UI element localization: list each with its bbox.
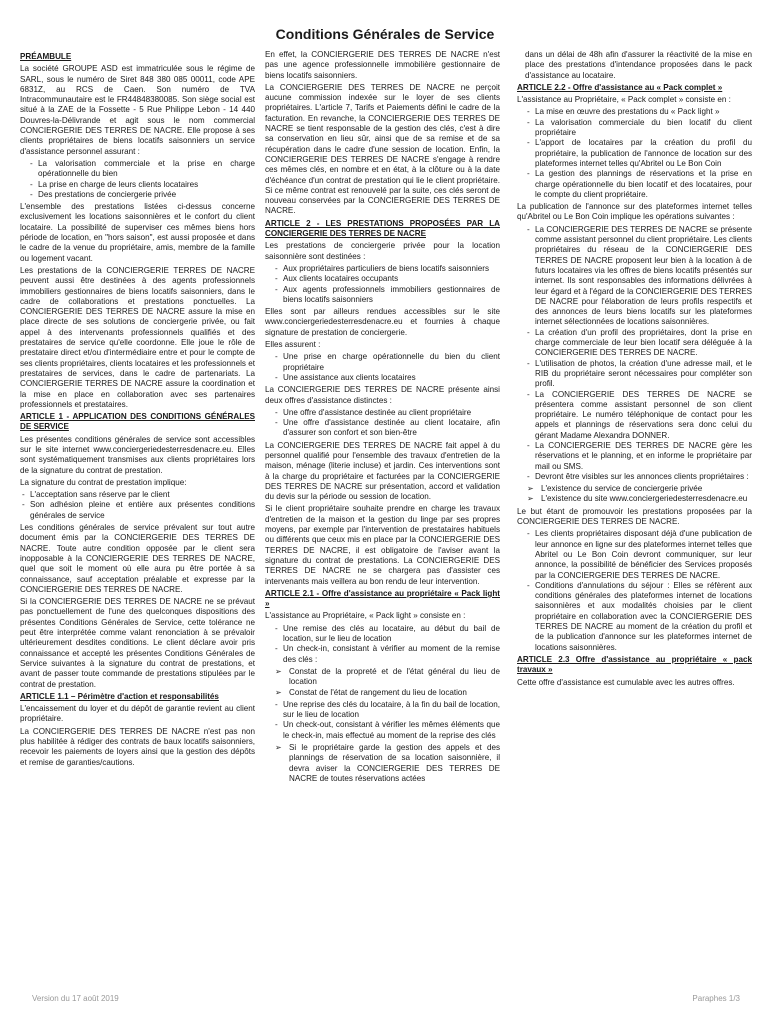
paragraph: En effet, la CONCIERGERIE DES TERRES DE NACRE n'est pas une agence professionnelle immobilière gestionnaire de biens locatifs saisonniers. [265,50,500,80]
paragraph: L'assistance au Propriétaire, « Pack complet » consiste en : [517,95,731,105]
bullet-list [265,352,500,383]
list-item: - La CONCIERGERIE DES TERRES DE NACRE gère les réservations et le planning, et en informe le propriétaire par mail ou SMS. [525,441,752,472]
list-item: - L'utilisation de photos, la création d'une adresse mail, et le RIB du propriétaire seront nécessaires pour compléter son profil. [525,359,752,390]
heading-article-2: ARTICLE 2 - LES PRESTATIONS PROPOSÉES PAR LA CONCIERGERIE DES TERRES DE NACRE [265,218,500,239]
paragraph: La CONCIERGERIE DES TERRES DE NACRE fait appel à du personnel qualifié pour l'ensemble des travaux d'entretien de la maison, ménage (literie incluse) et jardin. Ces interventions sont à la charge du propriétaire et facturées par la CONCIERGERIE DES TERRES DE NACRE sur présentation, accord et validation du devis sur la période ou session de location. [265,440,500,502]
paragraph: Si le client propriétaire souhaite prendre en charge les travaux d'entretien de la maison et la gestion du linge par ses propres moyens, par exemple par l'intervention de prestataires habituels ou différents que ceux mis en place par la CONCIERGERIE DES TERRES DE NACRE, il est obligatoire de l'aviser avant la signature du contrat de prestations. La CONCIERGERIE DES TERRES DE NACRE ne se chargera pas d'assister ces intervenants mais veillera au bon rendu de leur intervention. [265,504,500,586]
paragraph: La société GROUPE ASD est immatriculée sous le régime de SARL, sous le numéro de Siret 848 380 085 00011, code APE 6831Z, au RCS de Caen. Son numéro de TVA Intracommunautaire est le FR44848380085. Son siège social est situé à la ZAE de la Fossette - 5 Rue Philippe Lebon - 14 440 Douvres-la-Délivrande et agit sous le nom commercial CONCIERGERIE DES TERRES DE NACRE. Elle propose à ses clients propriétaires de biens locatifs saisonniers un service d'assistance personnel assurant : [20,64,255,156]
bullet-list [20,159,255,200]
list-item: - Des prestations de conciergerie privée [28,190,255,200]
bullet-list [265,624,500,665]
list-item: - Un check-in, consistant à vérifier au moment de la remise des clés : [273,644,500,665]
paragraph: dans un délai de 48h afin d'assurer la réactivité de la mise en place des prestations d'intendance proposées dans le pack d'assistance au locataire. [525,50,752,80]
paragraph: La CONCIERGERIE DES TERRES DE NACRE présente ainsi deux offres d'assistance distinctes : [265,385,500,405]
paragraph: Les présentes conditions générales de service sont accessibles sur le site internet www.conciergeriedesterresdenacre.eu. Elles sont systématiquement transmises aux clients propriétaires lors de la signature du contrat de prestation. [20,434,255,475]
list-item: - La valorisation commerciale du bien locatif du client propriétaire [525,118,752,139]
paragraph: La publication de l'annonce sur des plateformes internet telles qu'Abritel ou Le Bon Coin implique les opérations suivantes : [517,202,752,222]
arrow-list-item: ➢ L'existence du service de conciergerie privée [525,484,752,494]
bullet-list [20,490,255,521]
arrow-list [265,667,500,698]
bullet-list [265,264,500,305]
column-3 [517,50,752,690]
list-item: - Un check-out, consistant à vérifier les mêmes éléments que le check-in, mais effectué au moment de la reprise des clés [273,720,500,741]
document-title: Conditions Générales de Service [275,26,495,42]
list-item: - Conditions d'annulations du séjour : Elles se réfèrent aux conditions générales des plateformes internet de locations saisonnières et aux modalités choisies par le client propriétaire en collaboration avec la CONCIERGERIE DES TERRES DE NACRE au moment de la création du profil et de la publication d'annonce sur les plateformes internet de locations saisonnières. [525,581,752,653]
paragraph: Elles assurent : [265,340,321,350]
list-item: - Une remise des clés au locataire, au début du bail de location, sur le lieu de location [273,624,500,645]
paragraph: La CONCIERGERIE DES TERRES DE NACRE ne perçoit aucune commission indexée sur le loyer de ses clients propriétaires. L'article 7, Tarifs et Paiements défini le cadre de la facturation. En revanche, la CONCIERGERIE DES TERRES DE NACRE se tient responsable de la gestion des clés, c'est à dire sa conservation en lieu sûr, ainsi que de sa remise et de sa récupération dans le cadre d'une session de location. Enfin, la CONCIERGERIE DES TERRES DE NACRE s'engage à rendre ces mêmes clés, en nombre et en état, à la clôture ou à la date d'échéance d'un contrat de prestation qui lie le client propriétaire. Si ce même contrat est renouvelé par la suite, ces clés seront de nouveau conservées par la CONCIERGERIE DES TERRES DE NACRE. [265,82,500,216]
paragraph: Cette offre d'assistance est cumulable avec les autres offres. [517,677,735,687]
heading-preambule: PRÉAMBULE [20,52,72,61]
list-item: - Une offre d'assistance destinée au client propriétaire [273,408,500,418]
heading-article-1: ARTICLE 1 - APPLICATION DES CONDITIONS GÉNÉRALES DE SERVICE [20,412,255,432]
list-item: - Son adhésion pleine et entière aux présentes conditions générales de service [20,500,255,521]
list-item: - La prise en charge de leurs clients locataires [28,180,255,190]
paragraph: Les prestations de conciergerie privée pour la location saisonnière sont destinées : [265,241,500,261]
column-2 [265,50,500,786]
bullet-list [265,700,500,741]
list-item: - La valorisation commerciale et la prise en charge opérationnelle du bien [28,159,255,180]
list-item: - Une offre d'assistance destinée au client locataire, afin d'assurer son confort et son bien-être [273,418,500,439]
arrow-list [265,743,500,784]
footer-version: Version du 17 août 2019 [32,994,119,1003]
arrow-list-item: ➢ Constat de la propreté et de l'état général du lieu de location [273,667,500,688]
paragraph: L'assistance au Propriétaire, « Pack light » consiste en : [265,611,466,621]
list-item: - Devront être visibles sur les annonces clients propriétaires : [525,472,752,482]
paragraph: La signature du contrat de prestation implique: [20,477,187,487]
bullet-list [517,107,752,200]
paragraph: L'ensemble des prestations listées ci-dessus concerne exclusivement les locations saisonnières et le confort du client locataire. La possibilité de superviser ces mêmes biens hors période de location, en "hors saison", est aussi proposée et dans le cadre de la venue du propriétaire, amis, membre de la famille ou logement vacant. [20,202,255,263]
list-item: - La création d'un profil des propriétaires, dont la prise en charge commerciale de leur bien locatif sera déléguée à la CONCIERGERIE DES TERRES DE NACRE. [525,328,752,359]
heading-article-2-3: ARTICLE 2.3 Offre d'assistance au propriétaire « pack travaux » [517,654,752,675]
list-item: - Une reprise des clés du locataire, à la fin du bail de location, sur le lieu de location [273,700,500,721]
list-item: - Une assistance aux clients locataires [273,373,500,383]
paragraph: La CONCIERGERIE DES TERRES DE NACRE n'est pas non plus habilitée à rédiger des contrats de baux locatifs saisonniers, recevoir les paiements de loyers ainsi que la gestion des dépôts et remise de garanties/cautions. [20,726,255,767]
list-item: - La CONCIERGERIE DES TERRES DE NACRE se présentera comme assistant personnel de son client propriétaire. Le numéro téléphonique de contact pour les appels et plannings de réservations sera donc celui du gérant Madame Alexandra DONNER. [525,390,752,441]
list-item: - Aux agents professionnels immobiliers gestionnaires de biens locatifs saisonniers [273,285,500,306]
footer-page-number: Paraphes 1/3 [692,994,740,1003]
list-item: - La mise en œuvre des prestations du « Pack light » [525,107,752,117]
bullet-list [517,225,752,482]
paragraph: Les conditions générales de service prévalent sur tout autre document émis par la CONCIERGERIE DES TERRES DE NACRE. Toute autre condition opposée par le client sera inopposable à la CONCIERGERIE DES TERRES DE NACRE, quel que soit le moment où elle aura pu être portée à sa connaissance, sauf acceptation préalable et expresse par la CONCIERGERIE DES TERRES DE NACRE. [20,523,255,594]
list-item: - La CONCIERGERIE DES TERRES DE NACRE se présente comme assistant personnel du client propriétaire. Les clients propriétaires du réseau de la CONCIERGERIE DES TERRES DE NACRE proposent leur bien à la location à de futurs locataires via les offres de biens locatifs présentés sur internet. Ils sont responsables des informations délivrées à leur égard et à l'égard de la CONCIERGERIE DES TERRES DE NACRE pour l'élaboration de leurs profils respectifs et des annonces de leurs biens locatifs sur les plateformes internet sélectionnées de locations saisonnières. [525,225,752,328]
list-item: - La gestion des plannings de réservations et la prise en charge opérationnelle du bien locatif et des locataires, pour le compte du client propriétaire. [525,169,752,200]
heading-article-2-1: ARTICLE 2.1 - Offre d'assistance au propriétaire « Pack light » [265,588,500,609]
arrow-list-item: ➢ Si le propriétaire garde la gestion des appels et des plannings de réservation de sa location saisonnière, il devra aviser la CONCIERGERIE DES TERRES DE NACRE de toutes réservations actées [273,743,500,784]
paragraph: L'encaissement du loyer et du dépôt de garantie revient au client propriétaire. [20,704,255,724]
column-1 [20,50,255,770]
arrow-list [517,484,752,505]
list-item: - Les clients propriétaires disposant déjà d'une publication de leur annonce en ligne sur des plateformes internet telles que Abritel ou Le Bon Coin devront communiquer, sur leur annonce, la possibilité de bénéficier des Services proposés par la CONCIERGERIE DES TERRES DE NACRE. [525,529,752,580]
bullet-list [517,529,752,653]
heading-article-2-2: ARTICLE 2.2 - Offre d'assistance au « Pack complet » [517,82,723,92]
list-item: - L'apport de locataires par la création du profil du propriétaire, la publication de l'annonce de location sur des plateformes internet telles qu'Abritel ou Le Bon Coin [525,138,752,169]
paragraph: Les prestations de la CONCIERGERIE TERRES DE NACRE peuvent aussi être destinées à des agents professionnels immobiliers gestionnaires de biens locatifs saisonniers, dans le cadre de collaborations et prestations ponctuelles. La CONCIERGERIE DES TERRES DE NACRE assure la mise en place directe de ses solutions de conciergerie privée, ou fait appel à des intervenants professionnels qualifiés et des prestataires de service qu'elle coordonne. Elle joue le rôle de prestataire direct et/ou d'intermédiaire entre et pour le compte de ses clients propriétaires, clients locataires et les professionnels et prestataires de services, dans le cadre de partenariats. La CONCIERGERIE TERRES DE NACRE assure la coordination et la mise en place en collaboration avec ses partenaires professionnels et prestataires. [20,265,255,409]
bullet-list [265,408,500,439]
list-item: - L'acceptation sans réserve par le client [20,490,255,500]
arrow-list-item: ➢ Constat de l'état de rangement du lieu de location [273,688,500,698]
paragraph: Le but étant de promouvoir les prestations proposées par la CONCIERGERIE DES TERRES DE NACRE. [517,506,752,527]
list-item: - Une prise en charge opérationnelle du bien du client propriétaire [273,352,500,373]
paragraph: Elles sont par ailleurs rendues accessibles sur le site www.conciergeriedesterresdenacre.eu et fournies à chaque signature de prestation de conciergerie. [265,307,500,337]
paragraph: Si la CONCIERGERIE DES TERRES DE NACRE ne se prévaut pas ponctuellement de l'une des quelconques dispositions des présentes Conditions Générales de Service, cette tolérance ne peut être interprétée comme valant renonciation à se prévaloir ultérieurement desdites conditions. Le client déclare avoir pris connaissance et accepté les présentes Conditions Générales de Service suivantes à la signature du contrat de prestations, et avant de passer toute commande de prestations stipulées par le contrat de prestation. [20,597,255,689]
arrow-list-item: ➢ L'existence du site www.conciergeriedesterresdenacre.eu [525,494,752,504]
list-item: - Aux propriétaires particuliers de biens locatifs saisonniers [273,264,500,274]
list-item: - Aux clients locataires occupants [273,274,500,284]
heading-article-1-1: ARTICLE 1.1 – Périmètre d'action et responsabilités [20,691,219,701]
